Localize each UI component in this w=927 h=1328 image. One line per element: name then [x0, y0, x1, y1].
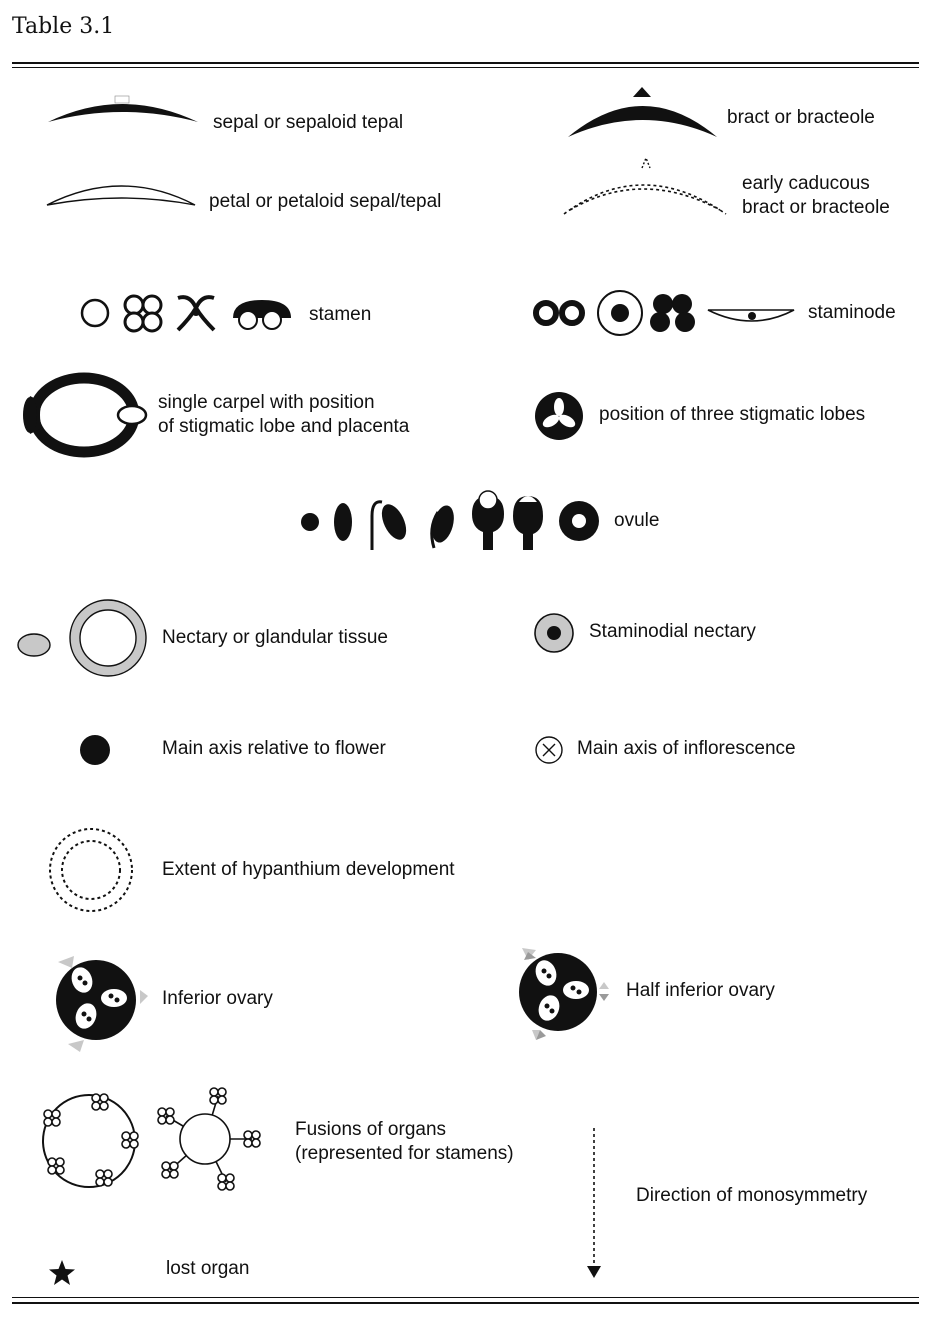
stamen-cluster-lobe	[56, 1158, 64, 1166]
stamen-cluster-lobe	[244, 1131, 252, 1139]
stigmatic-lobes-symbol	[533, 390, 585, 442]
petal-symbol	[44, 175, 199, 210]
stamen-cluster-lobe	[218, 1182, 226, 1190]
stigmatic-lobes-label: position of three stigmatic lobes	[599, 404, 866, 425]
carpel-symbol	[26, 372, 156, 462]
stamen-cluster-lobe	[166, 1108, 174, 1116]
stamen-cluster-lobe	[96, 1178, 104, 1186]
half-inferior-ovary-label: Half inferior ovary	[626, 980, 775, 1001]
ovule-symbols	[298, 488, 608, 556]
stamen-cluster-lobe	[130, 1132, 138, 1140]
carpel-label-2: of stigmatic lobe and placenta	[158, 416, 410, 437]
stamen-cluster-lobe	[210, 1088, 218, 1096]
stamen-cluster-lobe	[48, 1166, 56, 1174]
nectary-symbols	[16, 594, 156, 684]
stamen-cluster-lobe	[162, 1170, 170, 1178]
caducous-bract-symbol	[560, 154, 730, 219]
stamen-cluster-lobe	[158, 1116, 166, 1124]
stamen-cluster-lobe	[104, 1178, 112, 1186]
stamen-cluster-lobe	[52, 1110, 60, 1118]
monosymmetry-label: Direction of monosymmetry	[636, 1185, 868, 1206]
stamen-cluster-lobe	[96, 1170, 104, 1178]
stamen-label: stamen	[309, 304, 372, 325]
sepal-label: sepal or sepaloid tepal	[213, 112, 404, 133]
stamen-cluster-lobe	[252, 1131, 260, 1139]
stamen-cluster-lobe	[158, 1108, 166, 1116]
bottom-rule-2	[12, 1302, 919, 1304]
stamen-cluster-lobe	[170, 1162, 178, 1170]
bract-symbol	[565, 85, 720, 140]
stamen-cluster-lobe	[218, 1088, 226, 1096]
inferior-ovary-label: Inferior ovary	[162, 988, 273, 1009]
stamen-cluster-lobe	[44, 1110, 52, 1118]
hypanthium-label: Extent of hypanthium development	[162, 859, 455, 880]
stamen-cluster-lobe	[48, 1158, 56, 1166]
fused-stamens-star-symbol	[150, 1082, 270, 1198]
monosymmetry-arrow-symbol	[584, 1126, 604, 1282]
fusions-label-2: (represented for stamens)	[295, 1143, 514, 1164]
fusions-label-1: Fusions of organs	[295, 1119, 447, 1140]
stamen-cluster-lobe	[252, 1139, 260, 1147]
main-axis-inflorescence-symbol	[534, 735, 564, 765]
nectary-label: Nectary or glandular tissue	[162, 627, 388, 648]
stamen-cluster-lobe	[170, 1170, 178, 1178]
stamen-cluster-lobe	[44, 1118, 52, 1126]
stamen-cluster-lobe	[122, 1140, 130, 1148]
stamen-cluster-lobe	[162, 1162, 170, 1170]
staminode-symbols	[530, 288, 800, 338]
fused-stamens-ring-symbol	[34, 1088, 144, 1198]
caducous-label-1: early caducous	[742, 173, 870, 194]
sepal-symbol	[44, 92, 204, 132]
stamen-cluster-lobe	[218, 1096, 226, 1104]
staminodial-nectary-label: Staminodial nectary	[589, 621, 756, 642]
inferior-ovary-symbol	[48, 950, 158, 1054]
hypanthium-symbol	[46, 826, 136, 916]
staminodial-nectary-symbol	[533, 612, 575, 654]
stamen-cluster-lobe	[104, 1170, 112, 1178]
petal-label: petal or petaloid sepal/tepal	[209, 191, 442, 212]
half-inferior-ovary-symbol	[514, 944, 618, 1042]
carpel-label-1: single carpel with position	[158, 392, 375, 413]
stamen-cluster-lobe	[218, 1174, 226, 1182]
stamen-symbols	[78, 290, 298, 340]
top-rule-1	[12, 62, 919, 64]
stamen-cluster-lobe	[92, 1102, 100, 1110]
star-icon	[48, 1259, 76, 1287]
stamen-cluster-lobe	[56, 1166, 64, 1174]
bract-label: bract or bracteole	[727, 107, 875, 128]
top-rule-2	[12, 67, 919, 68]
stamen-cluster-lobe	[130, 1140, 138, 1148]
stamen-cluster-lobe	[166, 1116, 174, 1124]
staminode-label: staminode	[808, 302, 896, 323]
stamen-cluster-lobe	[100, 1102, 108, 1110]
stamen-cluster-lobe	[244, 1139, 252, 1147]
main-axis-flower-symbol	[78, 733, 112, 767]
stamen-cluster-lobe	[226, 1182, 234, 1190]
stamen-cluster-lobe	[52, 1118, 60, 1126]
lost-organ-label: lost organ	[166, 1258, 250, 1279]
stamen-cluster-lobe	[92, 1094, 100, 1102]
stamen-cluster-lobe	[210, 1096, 218, 1104]
bottom-rule-1	[12, 1297, 919, 1298]
main-axis-inflorescence-label: Main axis of inflorescence	[577, 738, 796, 759]
caducous-label-2: bract or bracteole	[742, 197, 890, 218]
stamen-cluster-lobe	[100, 1094, 108, 1102]
ovule-label: ovule	[614, 510, 660, 531]
stamen-cluster-lobe	[226, 1174, 234, 1182]
table-title: Table 3.1	[12, 14, 115, 39]
stamen-cluster-lobe	[122, 1132, 130, 1140]
main-axis-flower-label: Main axis relative to flower	[162, 738, 386, 759]
